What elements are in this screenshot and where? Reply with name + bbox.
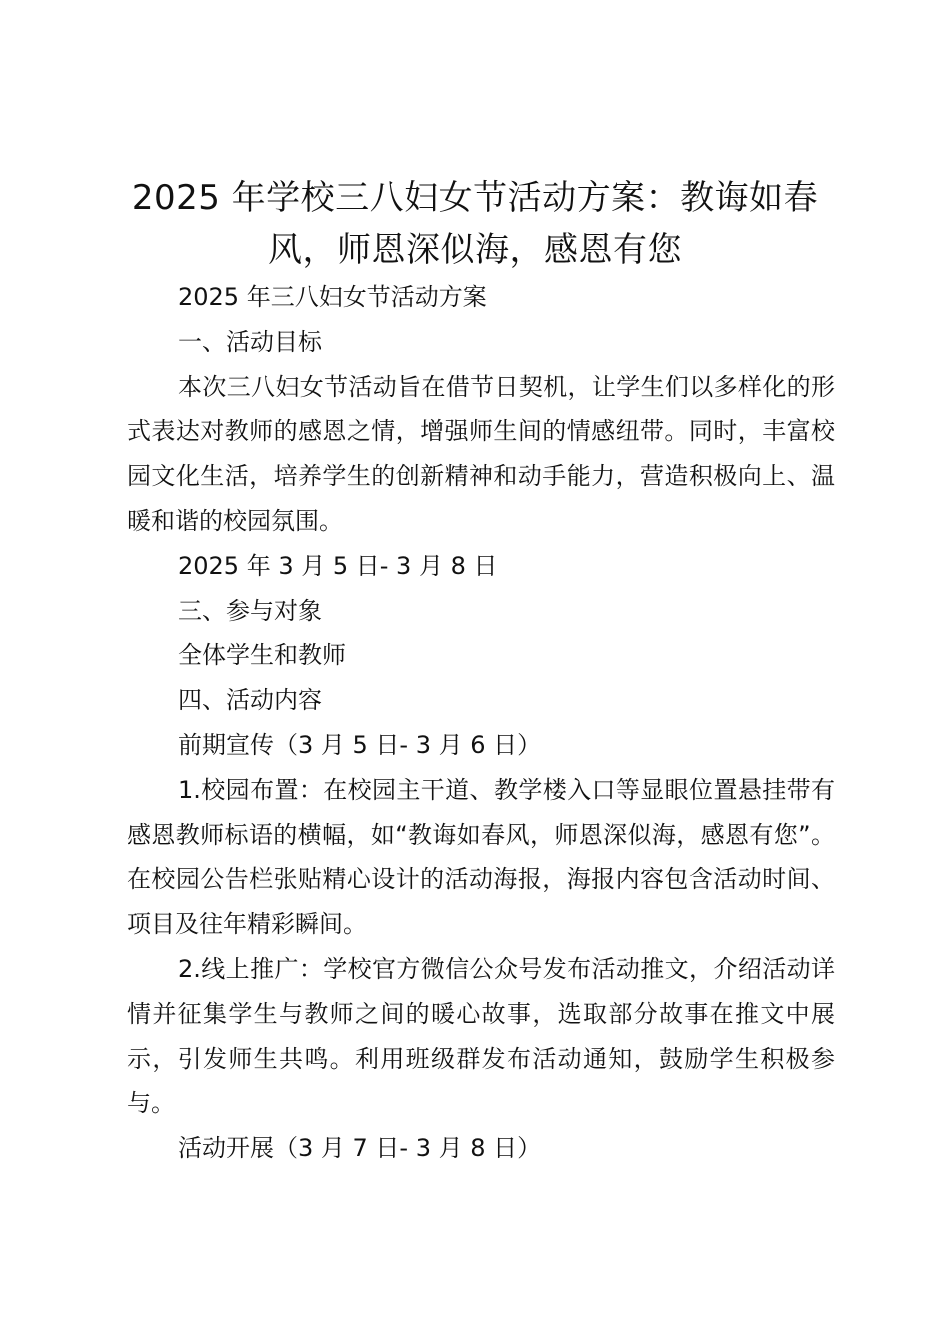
subtitle-paragraph: 2025 年三八妇女节活动方案 [178, 283, 487, 311]
participants-paragraph: 全体学生和教师 [178, 641, 346, 670]
date-range-paragraph: 2025 年 3 月 5 日- 3 月 8 日 [178, 551, 498, 580]
document-title: 2025 年学校三八妇女节活动方案：教诲如春风，师恩深似海，感恩有您 [131, 178, 819, 270]
section-heading-content: 四、活动内容 [178, 686, 322, 715]
campus-decoration-paragraph: 1.校园布置：在校园主干道、教学楼入口等显眼位置悬挂带有感恩教师标语的横幅，如“教诲如春风，师恩深似海，感恩有您”。在校园公告栏张贴精心设计的活动海报，海报内容包含活动时间、项目及往年精彩瞬间。 [127, 775, 835, 939]
section-heading-participants: 三、参与对象 [178, 596, 322, 625]
goals-paragraph: 本次三八妇女节活动旨在借节日契机，让学生们以多样化的形式表达对教师的感恩之情，增强师生间的情感纽带。同时，丰富校园文化生活，培养学生的创新精神和动手能力，营造积极向上、温暖和谐的校园氛围。 [127, 372, 835, 535]
section-heading-goals: 一、活动目标 [178, 327, 322, 356]
online-promotion-paragraph: 2.线上推广：学校官方微信公众号发布活动推文，介绍活动详情并征集学生与教师之间的暖心故事，选取部分故事在推文中展示，引发师生共鸣。利用班级群发布活动通知，鼓励学生积极参与。 [127, 954, 835, 1118]
publicity-heading: 前期宣传（3 月 5 日- 3 月 6 日） [178, 730, 542, 759]
document-body [127, 275, 835, 1171]
activity-period-heading: 活动开展（3 月 7 日- 3 月 8 日） [178, 1134, 542, 1163]
